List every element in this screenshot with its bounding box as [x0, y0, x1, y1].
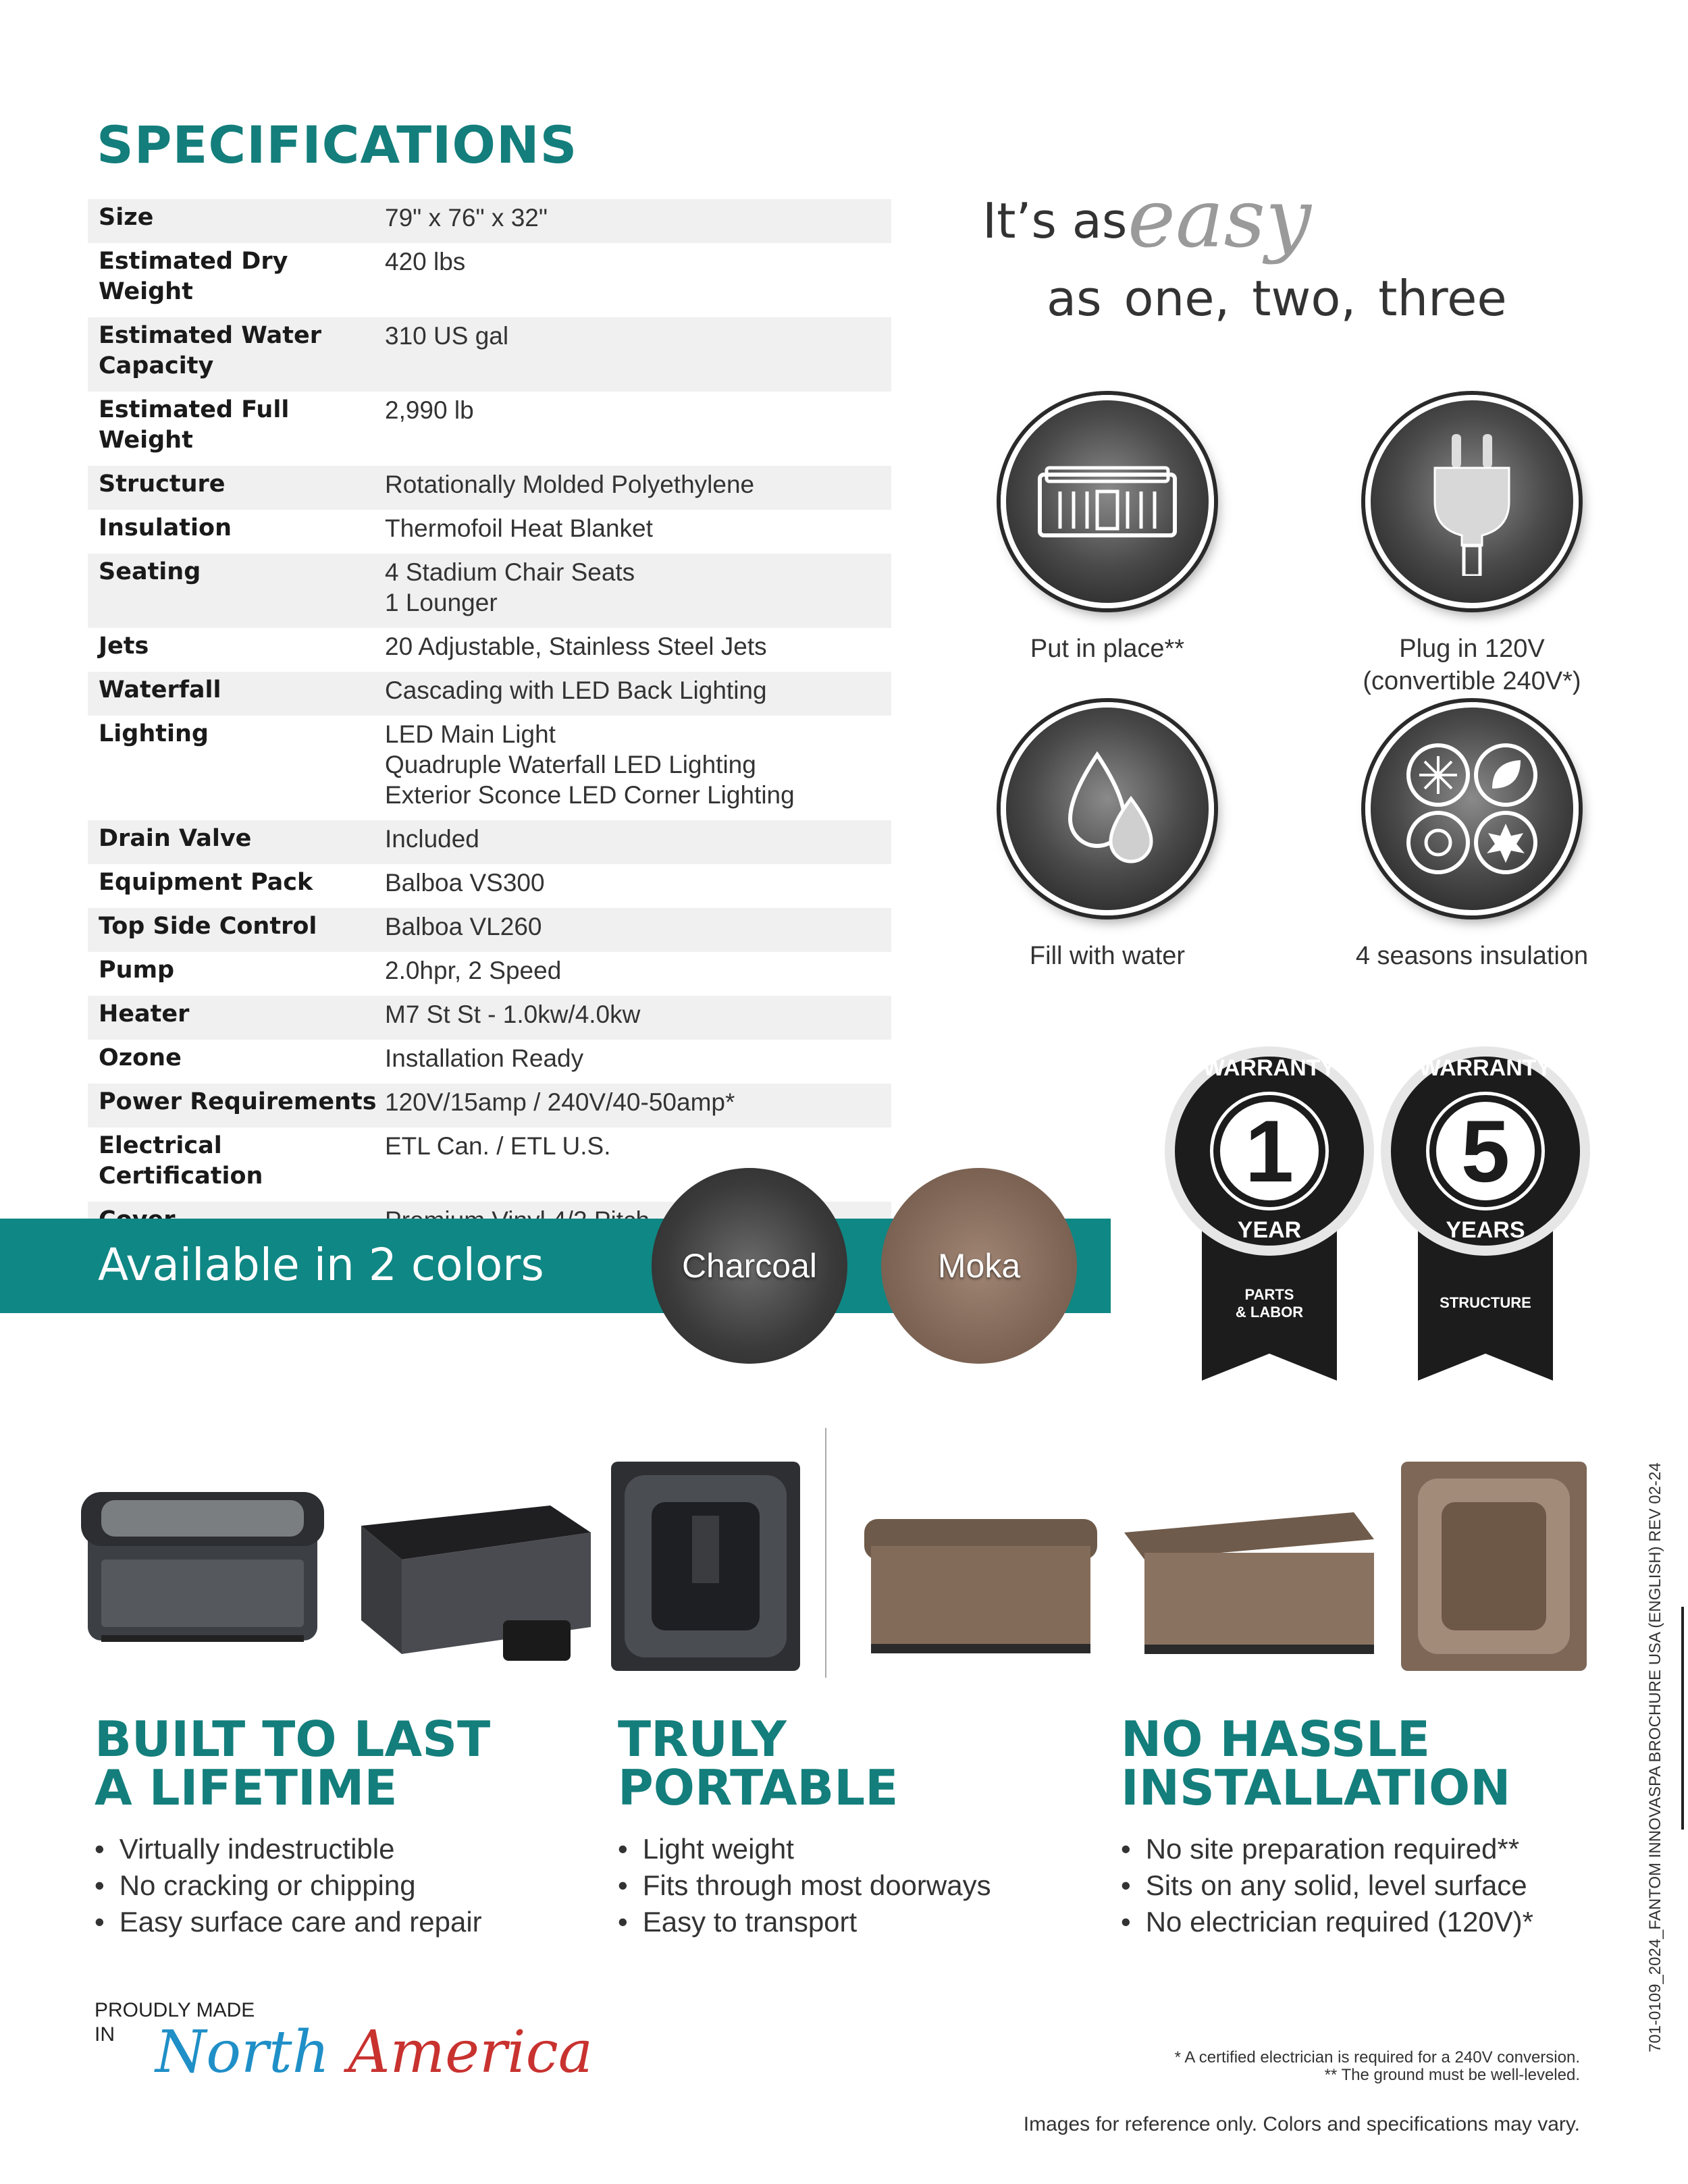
feature-list: [1121, 1831, 1634, 1940]
feature-truly-portable: [618, 1711, 1090, 1940]
spec-label: Heater: [99, 1001, 190, 1028]
specifications-table: [88, 199, 891, 1246]
document-code: 701-0109_2024_FANTOM INNOVASPA BROCHURE USA (ENGLISH) REV 02-24: [1646, 1462, 1664, 2052]
spec-value: Balboa VL260: [385, 913, 542, 940]
spec-row: [88, 392, 891, 466]
feature-list: [618, 1831, 1090, 1940]
spec-label: Power Requirements: [99, 1088, 377, 1115]
spec-row: [88, 864, 891, 908]
feature-item: • Virtually indestructible: [95, 1831, 567, 1867]
spec-row: [88, 820, 891, 864]
feature-item: • Light weight: [618, 1831, 1090, 1867]
easy-line-1: It’s as: [982, 192, 1128, 249]
spec-label: Equipment Pack: [99, 869, 313, 896]
spec-value: M7 St St - 1.0kw/4.0kw: [385, 1001, 641, 1028]
spec-label: Estimated Water Capacity: [99, 322, 321, 379]
warranty-number: 5: [1460, 1102, 1510, 1200]
step-label: 4 seasons insulation: [1355, 942, 1589, 970]
spec-row: [88, 1040, 891, 1084]
easy-script-word: easy: [1128, 172, 1311, 266]
feature-item: • No site preparation required**: [1121, 1831, 1634, 1867]
spec-row: [88, 628, 891, 672]
spec-value: 2,990 lb: [385, 396, 474, 424]
spec-row: [88, 952, 891, 996]
spec-value: 120V/15amp / 240V/40-50amp*: [385, 1088, 735, 1116]
colors-heading: Available in 2 colors: [98, 1239, 544, 1291]
spec-row: [88, 466, 891, 510]
photo-moka-spa-angle: [1111, 1485, 1384, 1668]
spec-row: [88, 243, 891, 317]
north-script: North: [155, 2019, 330, 2086]
spec-row: [88, 716, 891, 820]
photo-moka-spa-front: [851, 1485, 1111, 1668]
spec-value: 420 lbs: [385, 248, 466, 275]
warranty-unit: YEAR: [1237, 1217, 1302, 1243]
hot-tub-icon: [1001, 395, 1214, 608]
spec-row: [88, 672, 891, 716]
feature-title: BUILT TO LAST A LIFETIME: [95, 1711, 491, 1816]
spec-label: Pump: [99, 957, 175, 984]
feature-title: NO HASSLE INSTALLATION: [1121, 1711, 1511, 1816]
spec-label: Estimated Full Weight: [99, 396, 290, 454]
step-fill-water: [952, 702, 1263, 972]
spec-value: ETL Can. / ETL U.S.: [385, 1132, 611, 1160]
step-label: Fill with water: [1029, 942, 1186, 970]
spec-row: [88, 996, 891, 1040]
spec-row: [88, 554, 891, 628]
spec-value: 20 Adjustable, Stainless Steel Jets: [385, 633, 767, 660]
spec-value: Thermofoil Heat Blanket: [385, 514, 653, 542]
step-label: Plug in 120V (convertible 240V*): [1363, 635, 1581, 695]
water-drops-icon: [1001, 702, 1214, 915]
spec-value: 4 Stadium Chair Seats 1 Lounger: [385, 558, 635, 616]
step-label: Put in place**: [1030, 635, 1185, 663]
swatch-moka: [881, 1168, 1077, 1364]
swatch-label: Charcoal: [681, 1247, 818, 1285]
spec-label: Top Side Control: [99, 913, 317, 940]
spec-label: Jets: [99, 633, 149, 660]
spec-row: [88, 199, 891, 243]
feature-item: • Easy to transport: [618, 1904, 1090, 1940]
spec-value: Cascading with LED Back Lighting: [385, 676, 767, 704]
footnote-2: ** The ground must be well-leveled.: [1324, 2066, 1580, 2084]
swatch-charcoal: [652, 1168, 847, 1364]
warranty-number: 1: [1244, 1102, 1294, 1200]
step-put-in-place: [952, 395, 1263, 665]
warranty-badge-5-years: [1377, 1043, 1593, 1381]
easy-line-2: as one, two, three: [1047, 270, 1507, 327]
feature-list: [95, 1831, 567, 1940]
spec-label: Lighting: [99, 720, 209, 747]
step-four-seasons: [1317, 702, 1627, 972]
spec-label: Ozone: [99, 1044, 182, 1071]
warranty-top-text: WARRANTY: [1203, 1055, 1336, 1081]
plug-icon: [1365, 395, 1579, 608]
spec-label: Estimated Dry Weight: [99, 248, 288, 305]
spec-row: [88, 908, 891, 952]
warranty-ribbon: STRUCTURE: [1440, 1294, 1531, 1311]
feature-title: TRULY PORTABLE: [618, 1711, 899, 1816]
feature-item: • Fits through most doorways: [618, 1867, 1090, 1904]
spec-value: Installation Ready: [385, 1044, 584, 1072]
spec-value: 2.0hpr, 2 Speed: [385, 957, 562, 984]
photo-charcoal-spa-top-view: [611, 1462, 800, 1671]
photo-moka-spa-top-view: [1401, 1462, 1587, 1671]
specifications-title: SPECIFICATIONS: [97, 115, 578, 175]
spec-row: [88, 317, 891, 392]
made-in-line-1: PROUDLY MADE: [95, 1999, 255, 2021]
feature-item: • Easy surface care and repair: [95, 1904, 567, 1940]
feature-no-hassle-installation: [1121, 1711, 1634, 1940]
spec-value: 79" x 76" x 32": [385, 204, 548, 232]
feature-item: • Sits on any solid, level surface: [1121, 1867, 1634, 1904]
feature-item: • No cracking or chipping: [95, 1867, 567, 1904]
america-script: America: [348, 2019, 594, 2086]
spec-row: [88, 1084, 891, 1127]
photo-charcoal-spa-covered: [348, 1451, 598, 1674]
spec-value: Included: [385, 825, 479, 853]
warranty-badge-1-year: [1161, 1043, 1377, 1381]
disclaimer: Images for reference only. Colors and specifications may vary.: [1023, 2113, 1580, 2135]
photo-charcoal-spa-open: [61, 1451, 341, 1674]
spec-label: Waterfall: [99, 676, 221, 703]
spec-label: Seating: [99, 558, 201, 585]
made-in-line-2: IN: [95, 2023, 115, 2046]
footnote-1: * A certified electrician is required for a 240V conversion.: [1174, 2048, 1580, 2067]
spec-label: Drain Valve: [99, 825, 252, 852]
spec-label: Electrical Certification: [99, 1132, 263, 1190]
easy-headline: [972, 172, 1600, 365]
spec-row: [88, 510, 891, 554]
four-seasons-icon: [1365, 702, 1579, 915]
warranty-unit: YEARS: [1446, 1217, 1525, 1243]
spec-label: Insulation: [99, 514, 232, 541]
warranty-ribbon-line-1: PARTS: [1244, 1286, 1294, 1303]
spec-value: Rotationally Molded Polyethylene: [385, 471, 755, 498]
swatch-label: Moka: [937, 1247, 1021, 1285]
spec-value: Balboa VS300: [385, 869, 545, 897]
north-america-logo: [155, 2019, 593, 2086]
footnotes: [1175, 2049, 1580, 2084]
step-plug-in: [1317, 395, 1627, 697]
warranty-top-text: WARRANTY: [1419, 1055, 1552, 1081]
spec-value: 310 US gal: [385, 322, 509, 350]
warranty-ribbon-line-2: & LABOR: [1235, 1304, 1304, 1321]
spec-label: Structure: [99, 471, 226, 498]
feature-item: • No electrician required (120V)*: [1121, 1904, 1634, 1940]
spec-label: Size: [99, 204, 154, 231]
edge-marker: [1681, 1607, 1684, 1830]
photo-divider: [825, 1428, 826, 1678]
feature-built-to-last: [95, 1711, 567, 1940]
spec-value: LED Main Light Quadruple Waterfall LED Lighting Exterior Sconce LED Corner Lighting: [385, 720, 795, 809]
